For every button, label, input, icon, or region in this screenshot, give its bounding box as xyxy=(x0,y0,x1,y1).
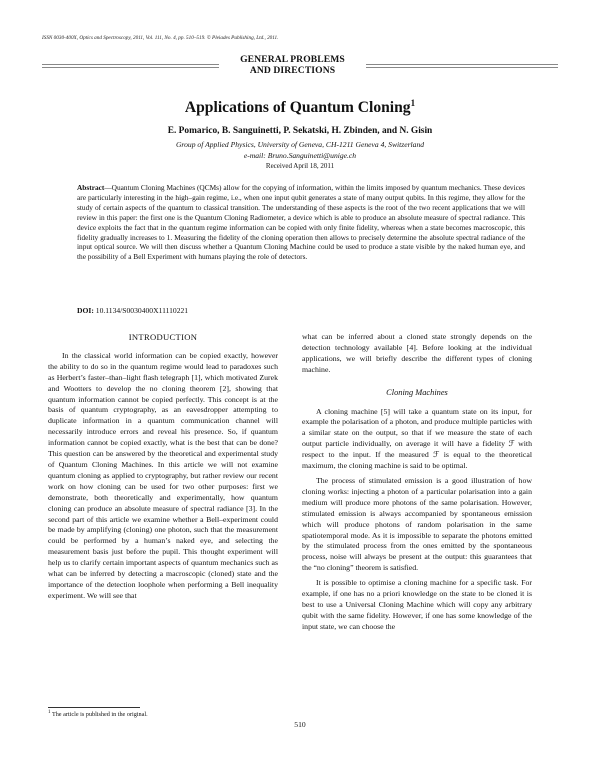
page-number: 510 xyxy=(294,720,306,729)
paragraph: A cloning machine [5] will take a quantum state on its input, for example the polarisation of a photon, and produce multiple particles with a similar state on the output, so that if we measure the state of each output particle individually, on average it will have a fidelity ℱ with respect to the input. If the measured ℱ is equal to the theoretical maximum, the cloning machine is said to be optimal. xyxy=(302,406,532,471)
contact-email: e-mail: Bruno.Sanguinetti@unige.ch xyxy=(243,151,357,160)
abstract-text: Quantum Cloning Machines (QCMs) allow for the copying of information, within the limits imposed by quantum mechanics. These devices are particularly interesting in the high–gain regime, i.e., when one input qubit generates a state of many output qubits. In this regime, they allow for the study of certain aspects of the quantum to classical transition. The understanding of these aspects is the root of the two recent applications that we will review in this paper: the first one is the Quantum Cloning Radiometer, a device which is able to produce an absolute measure of spectral radiance. This device exploits the fact that in the quantum regime information can be copied with only finite fidelity, whereas when a state becomes macroscopic, this fidelity gradually increases to 1. Measuring the fidelity of the cloning operation then allows to precisely determine the absolute spectral radiance of the input optical source. We will then discuss whether a Quantum Cloning Machine could be used to produce a state visible by the naked human eye, and the possibility of a Bell Experiment with humans playing the role of detectors. xyxy=(77,183,525,262)
author-list: E. Pomarico, B. Sanguinetti, P. Sekatski, H. Zbinden, and N. Gisin xyxy=(167,126,433,136)
section-category xyxy=(219,55,366,76)
doi-label: DOI: xyxy=(77,306,94,315)
footnote-mark: 1 xyxy=(48,710,51,715)
paragraph-continuation: what can be inferred about a cloned state strongly depends on the detection technology available [4]. Before looking at the individual applications, we will briefly describe the different types of cloning machine. xyxy=(302,332,532,374)
doi xyxy=(77,306,188,315)
footnote xyxy=(48,710,148,718)
article-title xyxy=(0,99,600,117)
section-category-line1: GENERAL PROBLEMS xyxy=(240,54,345,65)
footnote-divider xyxy=(48,707,140,708)
paragraph: It is possible to optimise a cloning machine for a specific task. For example, if one has no a priori knowledge on the state to be cloned it is best to use a Universal Cloning Machine which will copy any arbitrary qubit with the same fidelity. However, if one has some knowledge of the input state, we can choose the xyxy=(302,578,532,631)
paragraph: In the classical world information can be copied exactly, however the ability to do so in the quantum regime would lead to paradoxes such as Herbert’s faster–than–light flash telegraph [1], which motivated Zurek and Wootters to develop the no cloning theorem [2], showing that quantum information cannot be copied perfectly. This concept is at the basis of quantum cryptography, as an eavesdropper attempting to duplicate information in a quantum communication channel will necessarily introduce errors and reveal his presence. So, if quantum information cannot be copied exactly, what is the best that can be done? This question can be answered by the theoretical and experimental study of Quantum Cloning Machines. In this article we will not examine quantum cloning as applied to cryptography, but rather review our recent work on how cloning can be used for two other purposes: first we demonstrate, both theoretically and experimentally, how quantum cloning can produce an absolute measure of spectral radiance [3]. In the second part of this article we examine whether a Bell–experiment could be made by amplifying (cloning) one photon, such that the measurement could be performed by a human’s naked eye, and selecting the measurement basis just before the pupil. This thought experiment will help us to clarify certain important aspects of quantum mechanics such as what can be inferred by detecting a macroscopic (cloned) state and the importance of the detection loophole when performing a Bell inequality experiment. We will see that xyxy=(48,350,278,600)
abstract-dash: — xyxy=(104,183,112,192)
received-date: Received April 18, 2011 xyxy=(265,162,335,170)
abstract xyxy=(77,183,525,262)
subsection-heading-cloning-machines: Cloning Machines xyxy=(386,387,448,397)
banner-rule-left xyxy=(42,64,219,68)
section-category-line2: AND DIRECTIONS xyxy=(249,64,336,76)
affiliation: Group of Applied Physics, University of Geneva, CH-1211 Geneva 4, Switzerland xyxy=(175,140,425,149)
right-column xyxy=(302,332,532,637)
footnote-text: The article is published in the original. xyxy=(51,711,148,719)
article-title-text: Applications of Quantum Cloning xyxy=(184,99,411,116)
banner-rule-right xyxy=(366,64,558,68)
left-column xyxy=(48,332,278,606)
paragraph: The process of stimulated emission is a good illustration of how cloning works: injecting a photon of a particular polarisation into a gain medium will produce more photons of the same polarisation. However, stimulated emission is always accompanied by spontaneous emission which will produce photons of random polarisation in the same spatiotemporal mode. As it is impossible to separate the photons emitted by the stimulated process from the ones emitted by the spontaneous process, noise will always be present at the output: this guarantees that the “no cloning” theorem is satisfied. xyxy=(302,475,532,573)
section-banner xyxy=(42,55,558,81)
abstract-label: Abstract xyxy=(77,183,105,192)
doi-value[interactable]: 10.1134/S0030400X11110221 xyxy=(95,306,189,315)
section-heading-introduction: INTRODUCTION xyxy=(128,332,198,342)
title-footnote-mark: 1 xyxy=(410,97,416,108)
journal-citation-header: ISSN 0030-400X, Optics and Spectroscopy, 2011, Vol. 111, No. 4, pp. 510–519. © Pleiades Publishing, Ltd., 2011. xyxy=(42,35,279,41)
